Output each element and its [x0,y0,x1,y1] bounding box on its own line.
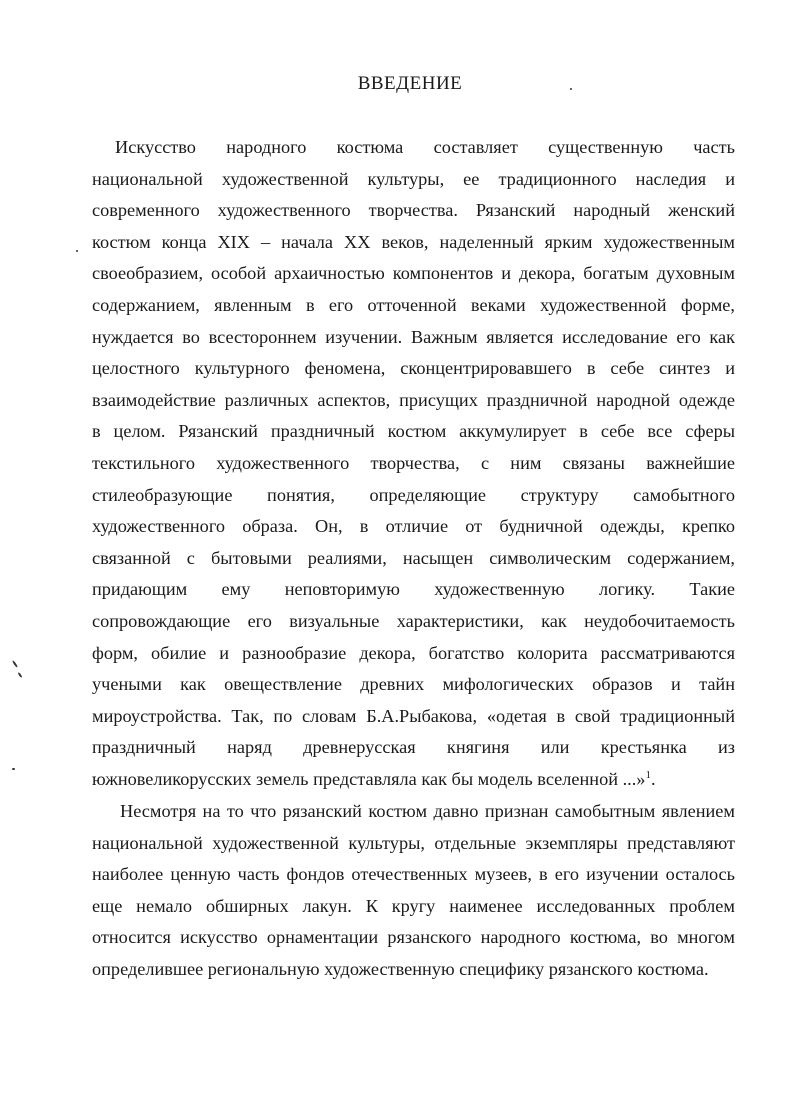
quote-text: южновеликорусских земель представляла как бы модель вселенной ...» [92,768,646,789]
scan-speck [12,768,15,770]
scan-speck [12,660,18,668]
text-line: Искусство народного костюма составляет существенную часть [115,137,735,157]
text-line: форм, обилие и разнообразие декора, богатство колорита рассматриваются [92,642,735,663]
text-line: связанной с бытовыми реалиями, насыщен символическим содержанием, [92,547,735,568]
text-line: в целом. Рязанский праздничный костюм аккумулирует в себе все сферы [92,421,735,442]
text-line: взаимодействие различных аспектов, присущих праздничной народной одежде [92,389,735,410]
text-line: нуждается во всестороннем изучении. Важным является исследование его как [92,326,735,347]
text-line: целостного культурного феномена, сконцентрировавшего в себе синтез и [92,358,735,379]
paragraph-2 [92,796,735,986]
text-line: еще немало обширных лакун. К кругу наименее исследованных проблем [92,895,735,916]
text-line: текстильного художественного творчества, с ним связаны важнейшие [92,452,735,473]
text-line: Несмотря на то что рязанский костюм давно признан самобытным явлением [120,801,735,821]
scan-speck [17,672,22,678]
text-line: костюм конца XIX – начала XX веков, наделенный ярким художественным [92,231,735,252]
sentence-end: . [650,768,656,789]
text-line: национальной художественной культуры, ее традиционного наследия и [92,168,735,189]
text-line-last [92,764,735,796]
text-line: мироустройства. Так, по словам Б.А.Рыбакова, «одетая в свой традиционный [92,705,735,726]
text-line: сопровождающие его визуальные характеристики, как неудобочитаемость [92,610,735,631]
text-line: своеобразием, особой архаичностью компонентов и декора, богатым духовным [92,263,735,284]
footnote-marker[interactable]: 1 [645,768,651,781]
scan-speck [76,250,78,252]
text-line: относится искусство орнаментации рязанского народного костюма, во многом [92,927,735,948]
scan-speck [570,88,572,90]
text-line: национальной художественной культуры, отдельные экземпляры представляют [92,832,735,853]
page-title: ВВЕДЕНИЕ [357,73,463,94]
paragraph-1 [92,132,735,795]
text-line: наиболее ценную часть фондов отечественных музеев, в его изучении осталось [92,864,735,885]
text-line: современного художественного творчества. Рязанский народный женский [92,200,735,221]
text-line: придающим ему неповторимую художественную логику. Такие [92,579,735,600]
text-line: стилеобразующие понятия, определяющие структуру самобытного [92,484,735,505]
text-line: содержанием, явленным в его отточенной веками художественной форме, [92,294,735,315]
text-line: учеными как овеществление древних мифологических образов и тайн [92,674,735,695]
text-line: праздничный наряд древнерусская княгиня или крестьянка из [92,737,735,758]
text-line: художественного образа. Он, в отличие от будничной одежды, крепко [92,516,735,537]
text-line: определившее региональную художественную специфику рязанского костюма. [92,958,709,979]
